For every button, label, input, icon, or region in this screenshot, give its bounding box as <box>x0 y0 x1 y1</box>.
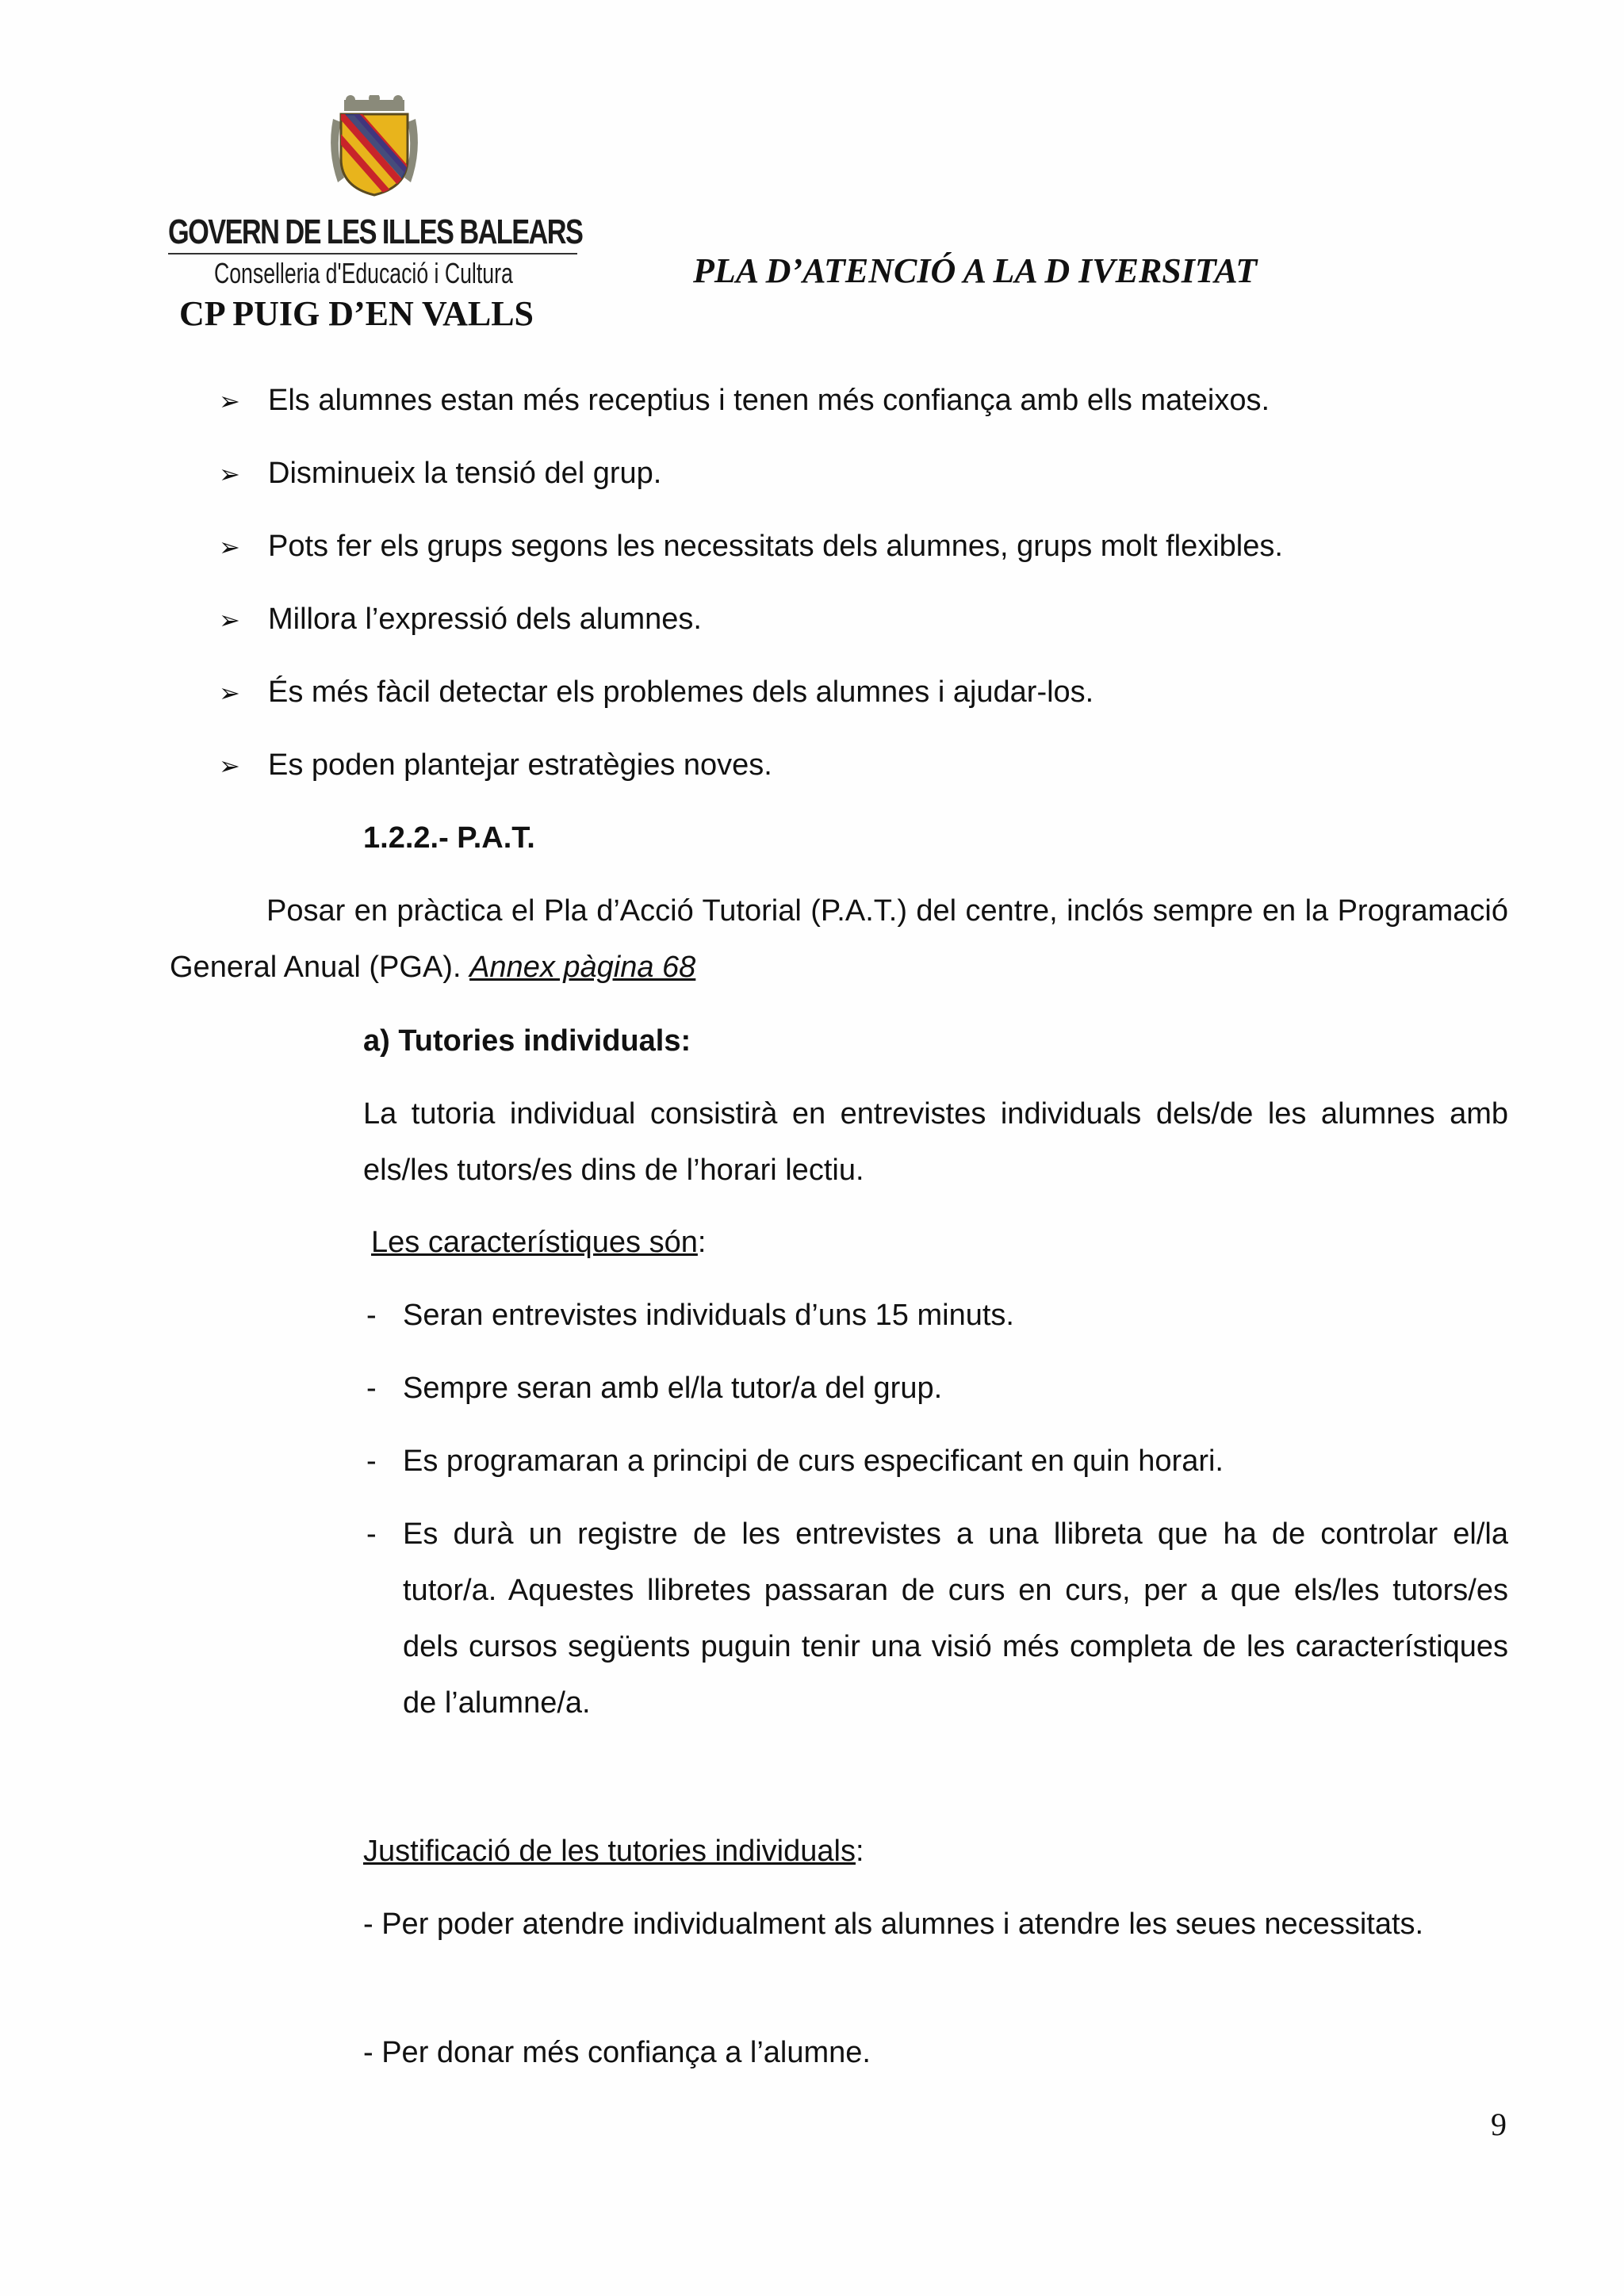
arrow-bullet-icon: ➢ <box>219 459 240 489</box>
list-item <box>219 664 1094 721</box>
justification-label-text: Justificació de les tutories individuals <box>363 1835 856 1868</box>
org-subtitle: Conselleria d'Educació i Cultura <box>214 257 513 289</box>
subsection-intro: La tutoria individual consistirà en entrevistes individuals dels/de les alumnes amb els/les tutors/es dins de l’horari lectiu. <box>363 1097 1508 1187</box>
features-label-colon: : <box>697 1226 707 1259</box>
arrow-bullet-icon: ➢ <box>219 386 240 416</box>
features-label <box>371 1215 706 1271</box>
feature-item <box>366 1288 1508 1344</box>
list-item-text: Millora l’expressió dels alumnes. <box>268 603 702 636</box>
list-item <box>219 373 1270 430</box>
list-item <box>219 737 772 794</box>
document-title: PLA D’ATENCIÓ A LA D IVERSITAT <box>693 251 1258 290</box>
section-heading: 1.2.2.- P.A.T. <box>363 821 535 855</box>
feature-item <box>366 1506 1508 1732</box>
dash-bullet: - <box>366 1299 377 1332</box>
org-name: GOVERN DE LES ILLES BALEARS <box>168 212 583 251</box>
justification-label <box>363 1823 864 1880</box>
features-label-text: Les característiques són <box>371 1226 698 1259</box>
dash-bullet: - <box>366 1517 377 1551</box>
list-item-text: És més fàcil detectar els problemes dels alumnes i ajudar-los. <box>268 675 1094 709</box>
list-item-text: Es poden plantejar estratègies noves. <box>268 748 772 782</box>
feature-item <box>366 1360 1508 1417</box>
arrow-bullet-icon: ➢ <box>219 678 240 708</box>
dash-bullet: - <box>366 1372 377 1405</box>
subsection-heading: a) Tutories individuals: <box>363 1024 691 1058</box>
list-item <box>219 446 661 503</box>
arrow-bullet-icon: ➢ <box>219 532 240 562</box>
justification-label-colon: : <box>855 1835 864 1868</box>
feature-text: Sempre seran amb el/la tutor/a del grup. <box>403 1372 943 1405</box>
school-name: CP PUIG D’EN VALLS <box>179 294 534 333</box>
justification-item: - Per donar més confiança a l’alumne. <box>363 2036 871 2069</box>
section-intro <box>170 883 1508 996</box>
justification-item: - Per poder atendre individualment als alumnes i atendre les seues necessitats. <box>363 1908 1424 1941</box>
feature-text: Es programaran a principi de curs especificant en quin horari. <box>403 1445 1224 1478</box>
page-number: 9 <box>1491 2107 1507 2142</box>
list-item-text: Disminueix la tensió del grup. <box>268 457 662 490</box>
section-intro-text: Posar en pràctica el Pla d’Acció Tutorial (P.A.T.) del centre, inclós sempre en la Programació General Anual (PGA). <box>170 894 1508 984</box>
arrow-bullet-icon: ➢ <box>219 751 240 781</box>
feature-text: Es durà un registre de les entrevistes a una llibreta que ha de controlar el/la tutor/a. Aquestes llibretes passaran de curs en curs, per a que els/les tutors/es dels cursos següents puguin tenir una visió més completa de les característiques de l’alumne/a. <box>403 1517 1508 1720</box>
list-item <box>219 591 702 649</box>
annex-link[interactable]: Annex pàgina 68 <box>469 951 696 984</box>
list-item <box>219 519 1283 576</box>
list-item-text: Pots fer els grups segons les necessitats dels alumnes, grups molt flexibles. <box>268 530 1283 563</box>
org-divider <box>168 253 577 254</box>
coat-of-arms-icon <box>327 95 422 198</box>
list-item-text: Els alumnes estan més receptius i tenen més confiança amb ells mateixos. <box>268 384 1270 417</box>
feature-item <box>366 1433 1508 1490</box>
feature-text: Seran entrevistes individuals d’uns 15 minuts. <box>403 1299 1014 1332</box>
arrow-bullet-icon: ➢ <box>219 605 240 635</box>
dash-bullet: - <box>366 1445 377 1478</box>
